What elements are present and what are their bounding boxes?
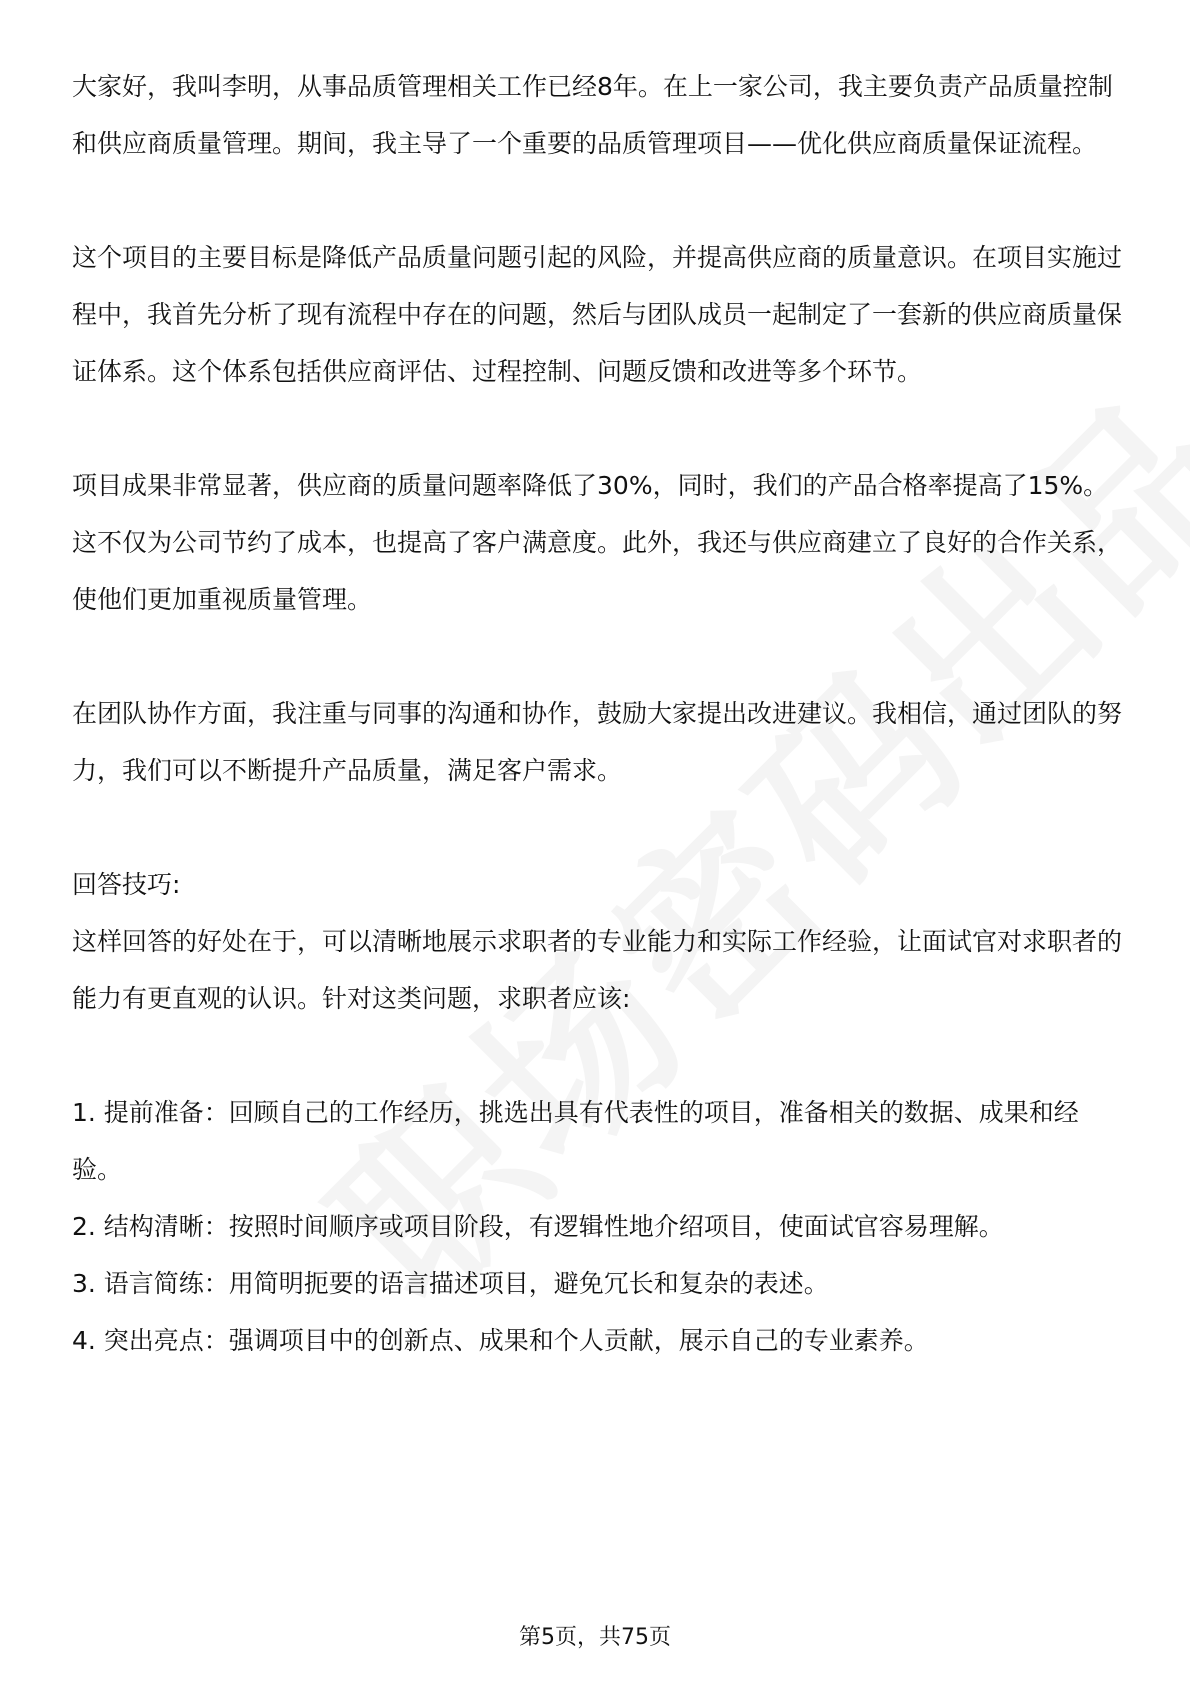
list-item: 3. 语言简练：用简明扼要的语言描述项目，避免冗长和复杂的表述。 — [72, 1269, 829, 1298]
list-item: 2. 结构清晰：按照时间顺序或项目阶段，有逻辑性地介绍项目，使面试官容易理解。 — [72, 1212, 1004, 1241]
paragraph-project-results: 项目成果非常显著，供应商的质量问题率降低了30%，同时，我们的产品合格率提高了15%。这不仅为公司节约了成本，也提高了客户满意度。此外，我还与供应商建立了良好的合作关系，使他们更加重视质量管理。 — [72, 471, 1123, 614]
tips-intro: 这样回答的好处在于，可以清晰地展示求职者的专业能力和实际工作经验，让面试官对求职者的能力有更直观的认识。针对这类问题，求职者应该: — [72, 927, 1123, 1013]
tips-heading: 回答技巧: — [72, 870, 181, 899]
tips-list — [72, 1084, 1122, 1369]
list-item: 4. 突出亮点：强调项目中的创新点、成果和个人贡献，展示自己的专业素养。 — [72, 1326, 929, 1355]
page-number: 第5页，共75页 — [519, 1625, 671, 1650]
paragraph-intro: 大家好，我叫李明，从事品质管理相关工作已经8年。在上一家公司，我主要负责产品质量控制和供应商质量管理。期间，我主导了一个重要的品质管理项目——优化供应商质量保证流程。 — [72, 72, 1113, 158]
list-item: 1. 提前准备：回顾自己的工作经历，挑选出具有代表性的项目，准备相关的数据、成果和经验。 — [72, 1098, 1079, 1184]
paragraph-project-goal: 这个项目的主要目标是降低产品质量问题引起的风险，并提高供应商的质量意识。在项目实施过程中，我首先分析了现有流程中存在的问题，然后与团队成员一起制定了一套新的供应商质量保证体系。这个体系包括供应商评估、过程控制、问题反馈和改进等多个环节。 — [72, 243, 1123, 386]
paragraph-teamwork: 在团队协作方面，我注重与同事的沟通和协作，鼓励大家提出改进建议。我相信，通过团队的努力，我们可以不断提升产品质量，满足客户需求。 — [72, 699, 1123, 785]
document-body — [72, 58, 1122, 1369]
